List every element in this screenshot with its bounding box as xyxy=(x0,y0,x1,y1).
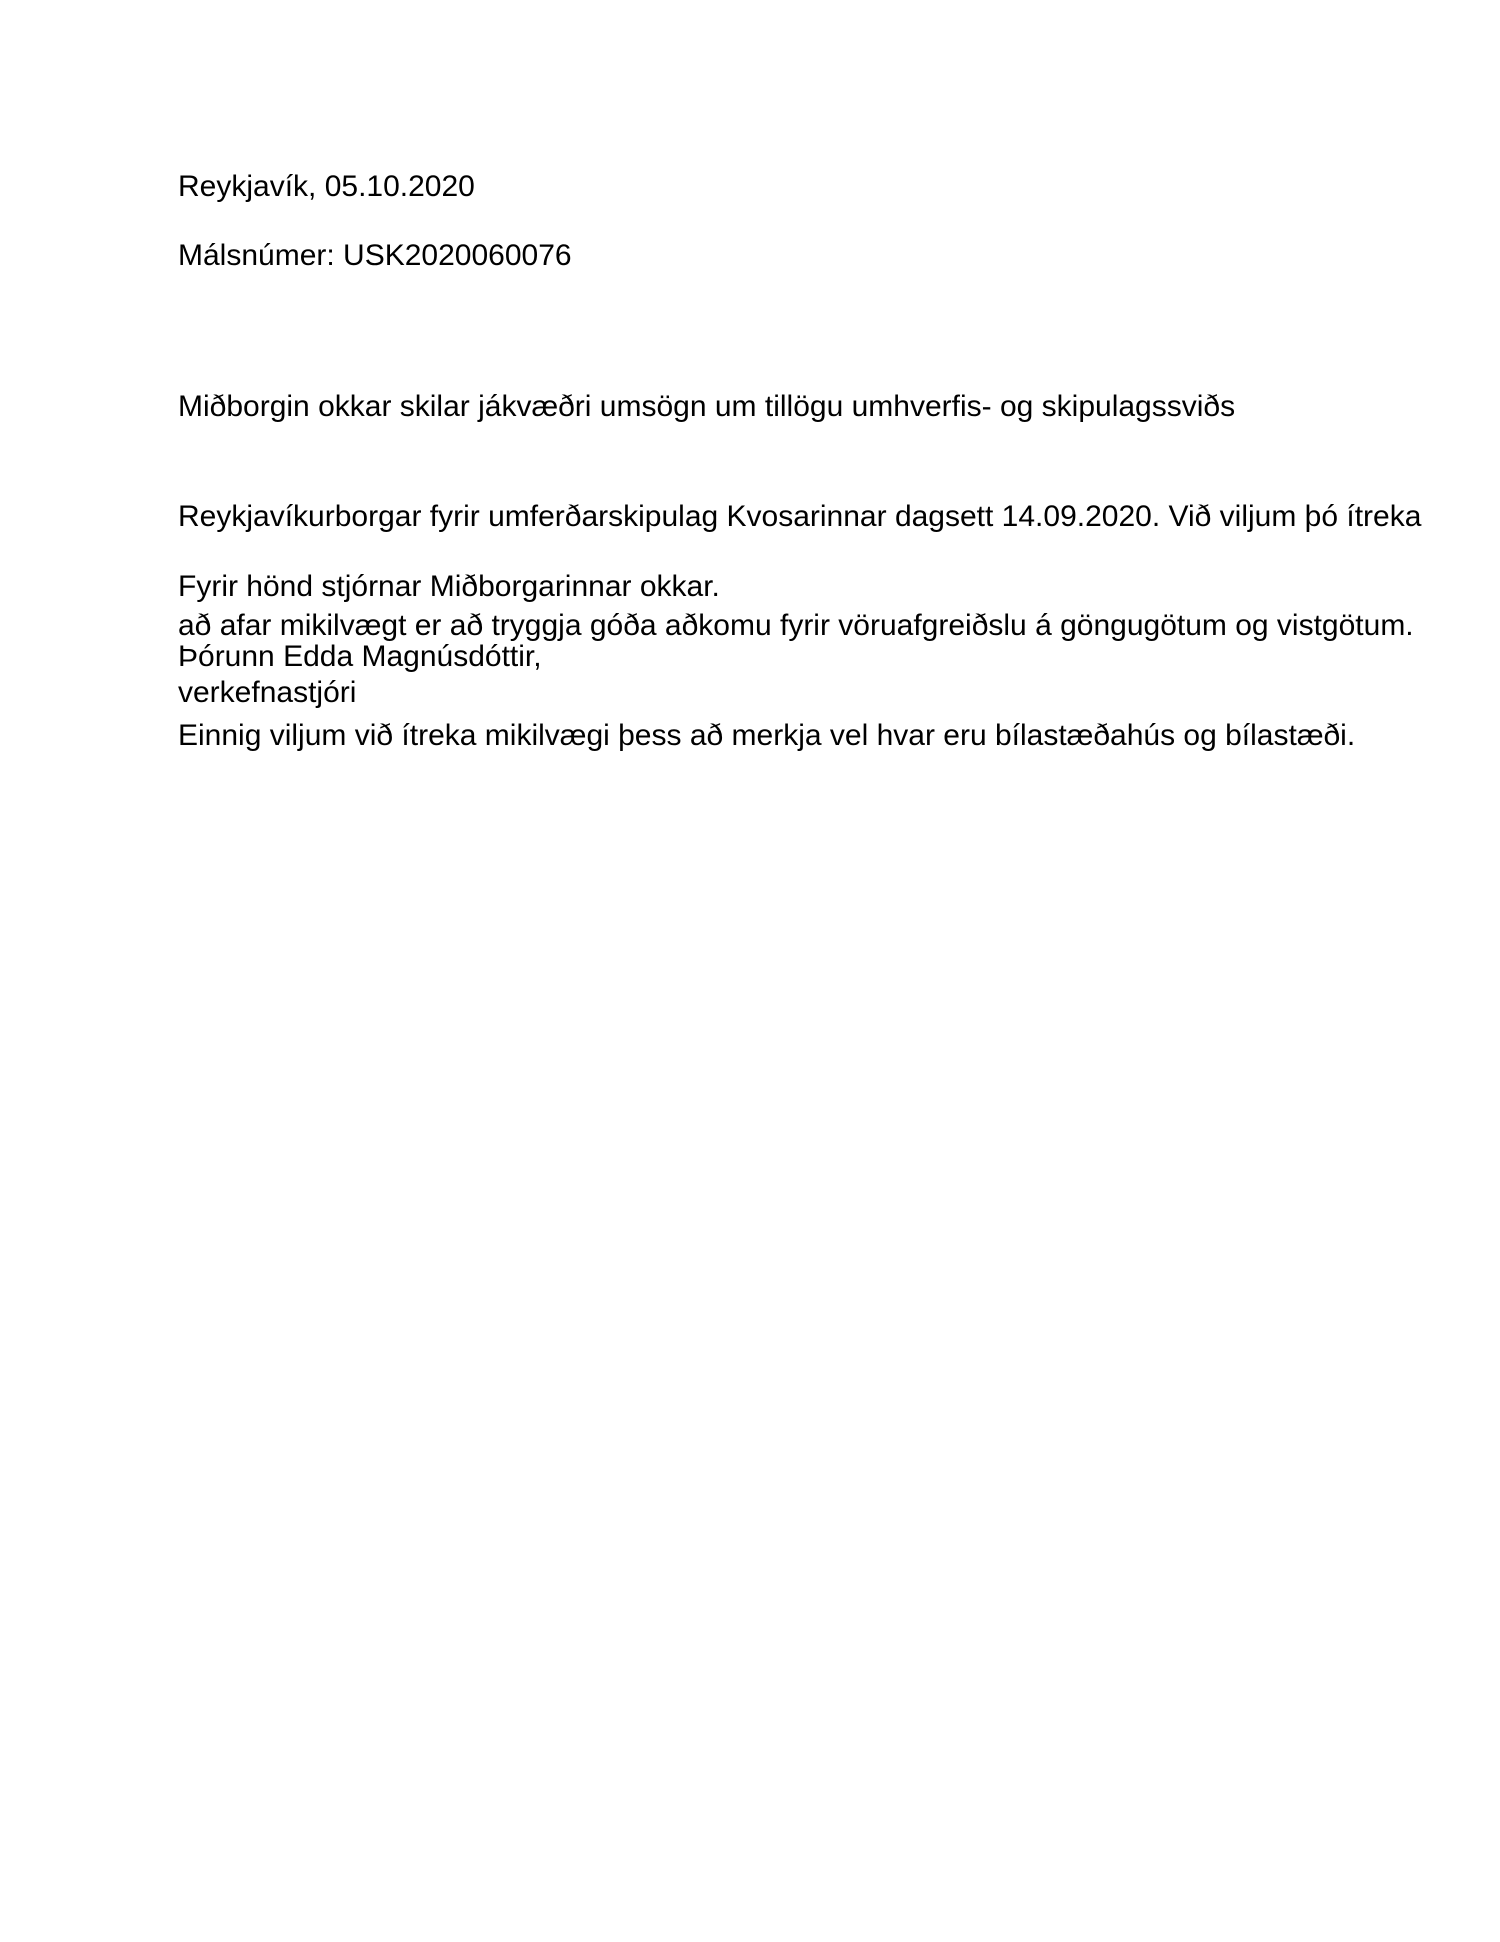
signoff-line: Fyrir hönd stjórnar Miðborgarinnar okkar. xyxy=(178,570,720,603)
signature-role: verkefnastjóri xyxy=(178,676,357,709)
body-paragraph-line-4: Einnig viljum við ítreka mikilvægi þess að merkja vel hvar eru bílastæðahús og bílastæði. xyxy=(178,718,1356,752)
case-number-line: Málsnúmer: USK2020060076 xyxy=(178,239,572,272)
body-paragraph-line-1: Miðborgin okkar skilar jákvæðri umsögn um tillögu umhverfis- og skipulagssviðs xyxy=(178,390,1236,423)
date-line: Reykjavík, 05.10.2020 xyxy=(178,170,475,203)
body-paragraph-line-3: að afar mikilvægt er að tryggja góða aðkomu fyrir vöruafgreiðslu á göngugötum og vistgötum. xyxy=(178,609,1414,642)
body-paragraph-line-2: Reykjavíkurborgar fyrir umferðarskipulag Kvosarinnar dagsett 14.09.2020. Við viljum þó ítreka xyxy=(178,499,1422,533)
signature-name: Þórunn Edda Magnúsdóttir, xyxy=(178,640,542,673)
